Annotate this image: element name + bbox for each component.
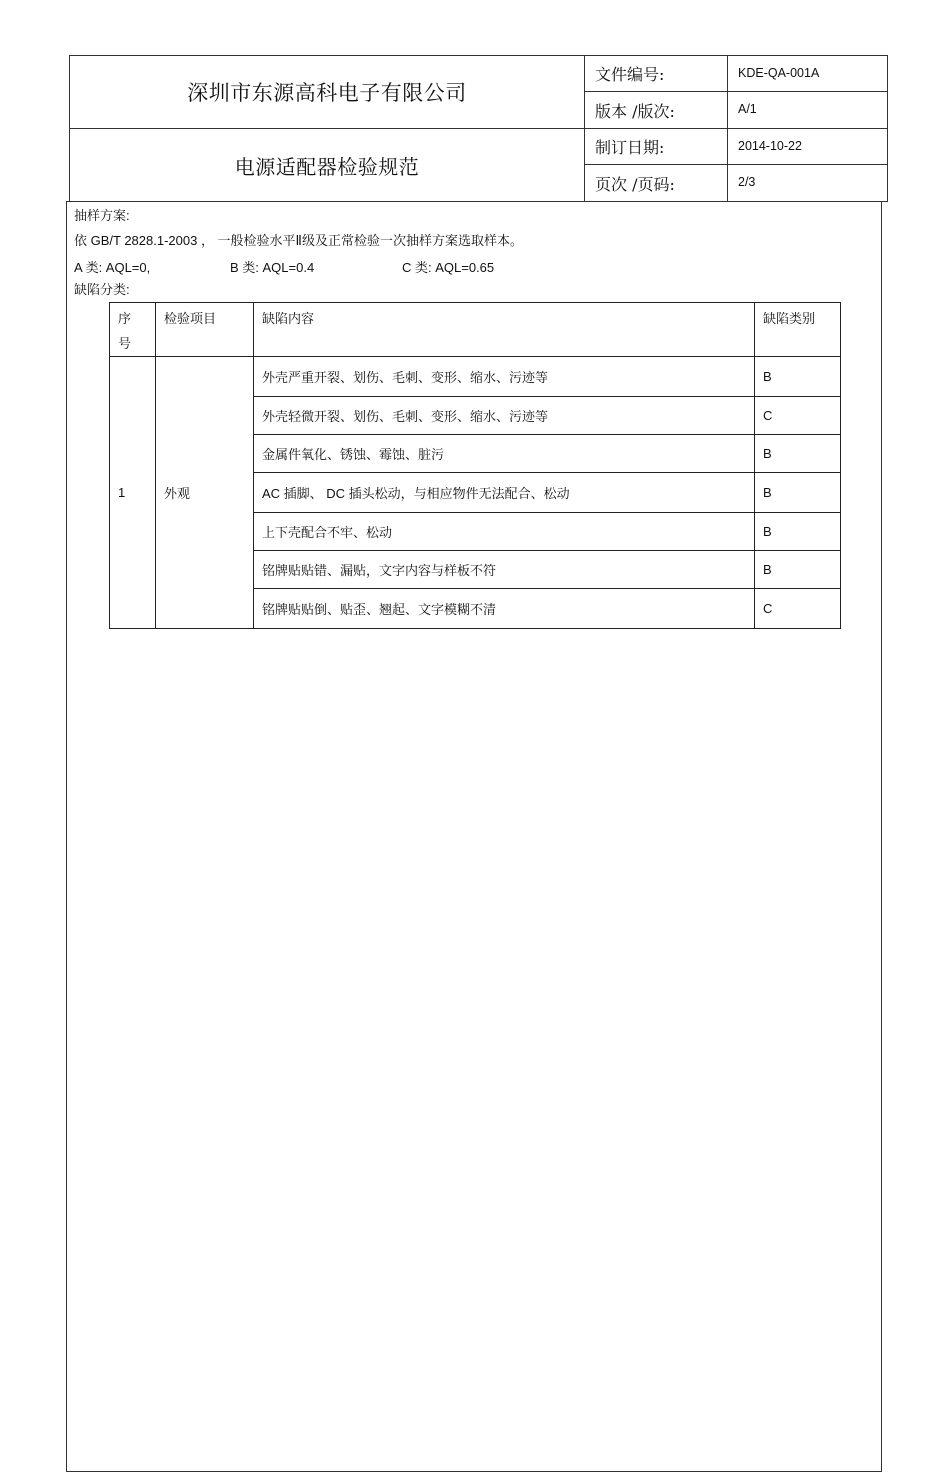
spec-title: 电源适配器检验规范 [70, 129, 585, 202]
header-seq-line2: 号 [118, 336, 132, 351]
header-category: 缺陷类别 [755, 303, 841, 357]
defect-content: 上下壳配合不牢、松动 [254, 513, 755, 551]
group-seq: 1 [110, 357, 156, 629]
header-content: 缺陷内容 [254, 303, 755, 357]
sampling-heading: 抽样方案: [74, 208, 130, 223]
defect-category: C [755, 589, 841, 629]
defect-content: 外壳轻微开裂、划伤、毛刺、变形、缩水、污迹等 [254, 397, 755, 435]
defect-content: 铭牌贴贴错、漏贴，文字内容与样板不符 [254, 551, 755, 589]
version-label: 版本 /版次: [585, 92, 728, 129]
defect-content: 金属件氧化、锈蚀、霉蚀、脏污 [254, 435, 755, 473]
aql-class-b: B 类: AQL=0.4 [230, 260, 315, 275]
doc-number-value: KDE-QA-001A [728, 56, 888, 92]
doc-number-label: 文件编号: [585, 56, 728, 92]
aql-class-c: C 类: AQL=0.65 [402, 260, 495, 275]
table-row [110, 357, 841, 397]
sampling-basis: 依 GB/T 2828.1-2003 ， 一般检验水平Ⅱ级及正常检验一次抽样方案选取样本。 [74, 233, 523, 248]
company-name: 深圳市东源高科电子有限公司 [70, 56, 585, 129]
defect-category: C [755, 397, 841, 435]
aql-class-a: A 类: AQL=0, [74, 260, 151, 275]
defect-table [109, 302, 841, 629]
defect-category: B [755, 357, 841, 397]
classification-heading: 缺陷分类: [74, 282, 130, 297]
header-item: 检验项目 [156, 303, 254, 357]
group-item: 外观 [156, 357, 254, 629]
defect-content: 铭牌贴贴倒、贴歪、翘起、文字模糊不清 [254, 589, 755, 629]
defect-category: B [755, 513, 841, 551]
document-header [69, 55, 888, 202]
defect-content: 外壳严重开裂、划伤、毛刺、变形、缩水、污迹等 [254, 357, 755, 397]
issue-date-value: 2014-10-22 [728, 129, 888, 165]
page-value: 2/3 [728, 165, 888, 202]
table-header-row [110, 303, 841, 357]
header-seq-line1: 序 [118, 311, 132, 326]
defect-category: B [755, 551, 841, 589]
page-label: 页次 /页码: [585, 165, 728, 202]
version-value: A/1 [728, 92, 888, 129]
issue-date-label: 制订日期: [585, 129, 728, 165]
defect-content: AC 插脚、 DC 插头松动，与相应物件无法配合、松动 [254, 473, 755, 513]
header-seq [110, 303, 156, 357]
defect-category: B [755, 473, 841, 513]
defect-category: B [755, 435, 841, 473]
